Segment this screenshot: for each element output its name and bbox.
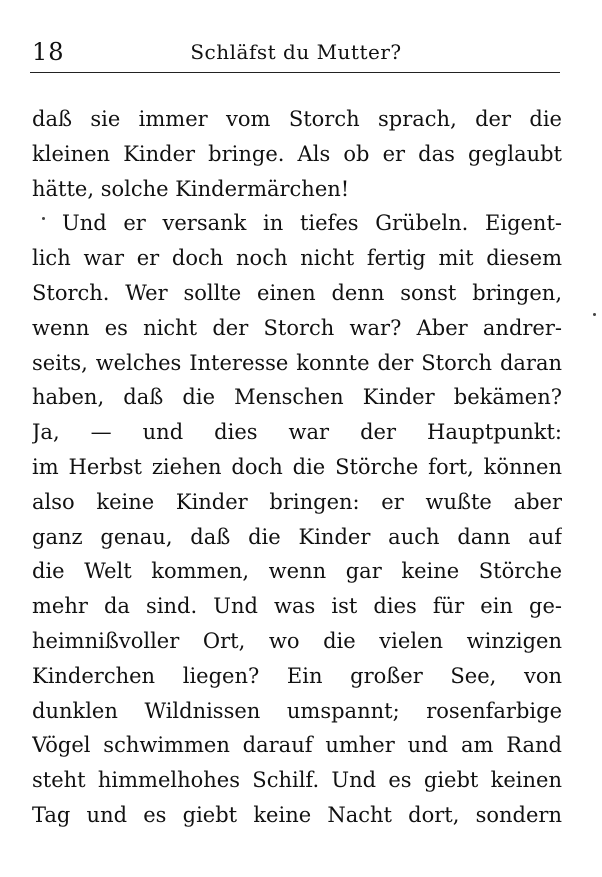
text-line: Vögel schwimmen darauf umher und am Rand [32,733,562,758]
page-header [32,38,560,70]
text-line: steht himmelhohes Schilf. Und es giebt keinen [32,768,562,793]
text-line: Storch. Wer sollte einen denn sonst bringen, [32,280,562,305]
text-line: lich war er doch noch nicht fertig mit diesem [32,246,562,271]
text-line: mehr da sind. Und was ist dies für ein ge- [32,594,562,619]
text-line: ganz genau, daß die Kinder auch dann auf [32,524,562,549]
text-line: Kinderchen liegen? Ein großer See, von [32,663,562,688]
text-line: kleinen Kinder bringe. Als ob er das geglaubt [32,141,562,166]
text-line: Und er versank in tiefes Grübeln. Eigent- [62,211,562,236]
running-title: Schläfst du Mutter? [190,40,402,64]
print-speck [42,217,45,220]
text-line: hätte, solche Kindermärchen! [32,176,350,201]
text-line: also keine Kinder bringen: er wußte aber [32,489,562,514]
text-line: im Herbst ziehen doch die Störche fort, können [32,454,562,479]
text-line: haben, daß die Menschen Kinder bekämen? [32,385,562,410]
print-speck [593,313,596,316]
text-line: dunklen Wildnissen umspannt; rosenfarbige [32,698,562,723]
text-line: Ja, — und dies war der Hauptpunkt: [32,420,562,445]
text-line: wenn es nicht der Storch war? Aber andrer- [32,315,562,340]
text-line: heimnißvoller Ort, wo die vielen winzigen [32,628,562,653]
text-line: daß sie immer vom Storch sprach, der die [32,107,562,131]
body-text [32,102,562,833]
text-line: seits, welches Interesse konnte der Storch daran [32,350,562,375]
text-line: Tag und es giebt keine Nacht dort, sondern [32,802,562,827]
header-rule [30,72,560,73]
text-line: die Welt kommen, wenn gar keine Störche [32,559,562,584]
page-number: 18 [32,38,65,66]
